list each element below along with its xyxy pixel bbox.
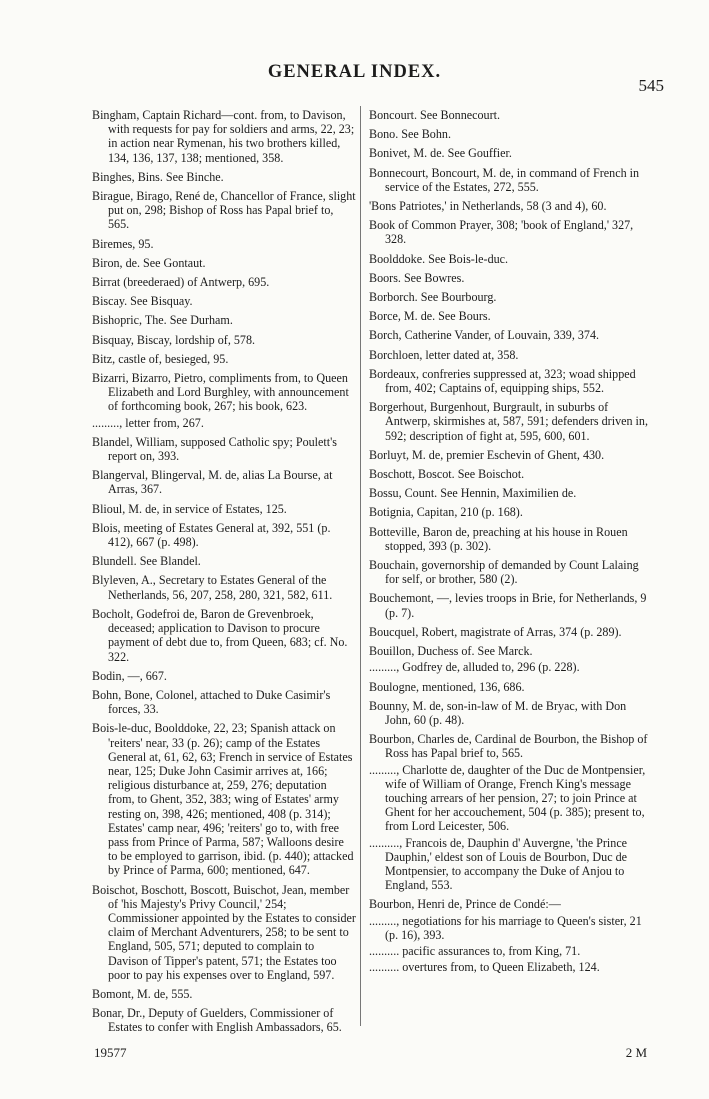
- index-entry: Borch, Catherine Vander, of Louvain, 339, 374.: [369, 328, 600, 343]
- index-entry: ........., letter from, 267.: [92, 415, 204, 430]
- index-entry: Blangerval, Blingerval, M. de, alias La Bourse, at Arras, 367.: [92, 468, 333, 497]
- index-entry: Blundell. See Blandel.: [92, 554, 201, 569]
- index-entry: Borgerhout, Burgenhout, Burgrault, in suburbs of Antwerp, skirmishes at, 587, 591; defenders driven in, 592; description of fight at, 595, 600, 601.: [369, 400, 648, 443]
- index-entry: .......... overtures from, to Queen Elizabeth, 124.: [369, 960, 600, 975]
- index-entry: ........., Charlotte de, daughter of the Duc de Montpensier, wife of William of Orange, French King's message touching arrears of her pension, 27; to join Prince at Ghent for her accouchement, 504 (p. 385); present to, from Lord Leicester, 506.: [369, 762, 646, 834]
- index-entry: Birrat (breederaed) of Antwerp, 695.: [92, 275, 270, 290]
- index-entry: ........., negotiations for his marriage to Queen's sister, 21 (p. 16), 393.: [369, 913, 642, 942]
- index-entry: Bonnecourt, Boncourt, M. de, in command of French in service of the Estates, 272, 555.: [369, 165, 640, 194]
- index-entry: Borborch. See Bourbourg.: [369, 290, 497, 305]
- index-entry: Bodin, —, 667.: [92, 668, 167, 683]
- index-column-left: [92, 108, 356, 1040]
- index-entry: Bonar, Dr., Deputy of Guelders, Commissioner of Estates to confer with English Ambassadors, 65.: [92, 1006, 342, 1035]
- index-entry: Bizarri, Bizarro, Pietro, compliments from, to Queen Elizabeth and Lord Burghley, with announcement of forthcoming book, 267; his book, 623.: [92, 371, 349, 414]
- index-entry: Bomont, M. de, 555.: [92, 986, 193, 1001]
- index-entry: Bohn, Bone, Colonel, attached to Duke Casimir's forces, 33.: [92, 687, 331, 717]
- index-entry: Boors. See Bowres.: [369, 270, 465, 285]
- index-entry: Blyleven, A., Secretary to Estates General of the Netherlands, 56, 207, 258, 280, 321, 582, 611.: [92, 573, 333, 602]
- index-entry: Boncourt. See Bonnecourt.: [369, 108, 500, 122]
- index-column-right: [369, 108, 654, 979]
- index-entry: Botteville, Baron de, preaching at his house in Rouen stopped, 393 (p. 302).: [369, 524, 628, 553]
- index-entry: Bonivet, M. de. See Gouffier.: [369, 146, 512, 161]
- index-entry: Bisquay, Biscay, lordship of, 578.: [92, 332, 256, 347]
- signature-mark: 2 M: [625, 1045, 647, 1060]
- index-entry: .......... pacific assurances to, from King, 71.: [369, 943, 581, 958]
- page-header-title: GENERAL INDEX.: [267, 62, 442, 82]
- index-entry: Bourbon, Charles de, Cardinal de Bourbon, the Bishop of Ross has Papal brief to, 565.: [369, 732, 648, 761]
- index-entry: Bitz, castle of, besieged, 95.: [92, 351, 229, 366]
- index-entry: Bono. See Bohn.: [369, 127, 451, 142]
- index-entry: Borluyt, M. de, premier Eschevin of Ghent, 430.: [369, 447, 605, 462]
- index-entry: Bishopric, The. See Durham.: [92, 313, 233, 328]
- index-entry: Bouillon, Duchess of. See Marck.: [369, 644, 533, 659]
- index-entry: Borce, M. de. See Bours.: [369, 309, 491, 324]
- index-entry: Bourbon, Henri de, Prince de Condé:—: [369, 897, 561, 912]
- index-entry: Biremes, 95.: [92, 236, 154, 251]
- index-entry: Boolddoke. See Bois-le-duc.: [369, 251, 509, 266]
- index-entry: Boischot, Boschott, Boscott, Buischot, Jean, member of 'his Majesty's Privy Council,' 254; Commissioner appointed by the Estates to consider claim of Merchant Adventurers, 258; to be sent to England, 505, 571; deputed to complain to Davison of Tipper's patent, 571; the Estates too poor to pay his expenses over to England, 597.: [92, 882, 356, 982]
- index-entry: Bouchain, governorship of demanded by Count Lalaing for self, or brother, 580 (2).: [369, 558, 639, 587]
- index-entry: Blioul, M. de, in service of Estates, 125.: [92, 501, 287, 516]
- index-entry: Bordeaux, confreries suppressed at, 323; woad shipped from, 402; Captains of, equipping ships, 552.: [369, 366, 636, 396]
- index-entry: Bouchemont, —, levies troops in Brie, for Netherlands, 9 (p. 7).: [369, 591, 647, 620]
- index-entry: Botignia, Capitan, 210 (p. 168).: [369, 505, 523, 520]
- index-entry: Boulogne, mentioned, 136, 686.: [369, 679, 525, 694]
- index-entry: .........., Francois de, Dauphin d' Auvergne, 'the Prince Dauphin,' eldest son of Louis de Bourbon, Duc de Montpensier, to accompany the Duke of Anjou to England, 553.: [369, 835, 628, 893]
- index-entry: ........., Godfrey de, alluded to, 296 (p. 228).: [369, 660, 580, 675]
- index-entry: Birague, Birago, René de, Chancellor of France, slight put on, 298; Bishop of Ross has Papal brief to, 565.: [92, 189, 356, 232]
- index-entry: Biscay. See Bisquay.: [92, 294, 193, 309]
- index-entry: Borchloen, letter dated at, 358.: [369, 347, 519, 362]
- printer-code: 19577: [94, 1045, 127, 1060]
- index-entry: Bocholt, Godefroi de, Baron de Grevenbroek, deceased; application to Davison to procure payment of debt due to, from Queen, 683; cf. No. 322.: [92, 606, 348, 664]
- index-entry: Book of Common Prayer, 308; 'book of England,' 327, 328.: [369, 218, 634, 247]
- index-entry: Blois, meeting of Estates General at, 392, 551 (p. 412), 667 (p. 498).: [92, 520, 331, 550]
- index-entry: Boschott, Boscot. See Boischot.: [369, 467, 525, 482]
- column-divider: [360, 106, 361, 1026]
- index-entry: Bingham, Captain Richard—cont. from, to Davison, with requests for pay for soldiers and arms, 22, 23; in action near Rymenan, his two brothers killed, 134, 136, 137, 138; mentioned, 358.: [92, 108, 355, 165]
- index-entry: Binghes, Bins. See Binche.: [92, 169, 224, 184]
- index-entry: Bossu, Count. See Hennin, Maximilien de.: [369, 486, 577, 501]
- index-entry: Bois-le-duc, Boolddoke, 22, 23; Spanish attack on 'reiters' near, 33 (p. 26); camp of the Estates General at, 61, 62, 63; French in service of Estates near, 125; Duke John Casimir arrives at, 166; religious disturbance at, 259, 276; deputation from, to Ghent, 352, 383; wing of Estates' army resting on, 398, 426; mentioned, 408 (p. 314); Estates' camp near, 496; 'reiters' go to, with free pass from Prince of Parma, 587; Walloons desire to be employed to garrison, ibid. (p. 440); attacked by Prince of Parma, 600; mentioned, 647.: [92, 721, 354, 878]
- index-entry: Bounny, M. de, son-in-law of M. de Bryac, with Don John, 60 (p. 48).: [369, 698, 627, 727]
- index-entry: Blandel, William, supposed Catholic spy; Poulett's report on, 393.: [92, 434, 338, 464]
- page-number: 545: [638, 76, 664, 95]
- index-entry: Biron, de. See Gontaut.: [92, 255, 206, 270]
- index-entry: Boucquel, Robert, magistrate of Arras, 374 (p. 289).: [369, 624, 622, 639]
- index-entry: 'Bons Patriotes,' in Netherlands, 58 (3 and 4), 60.: [369, 199, 607, 214]
